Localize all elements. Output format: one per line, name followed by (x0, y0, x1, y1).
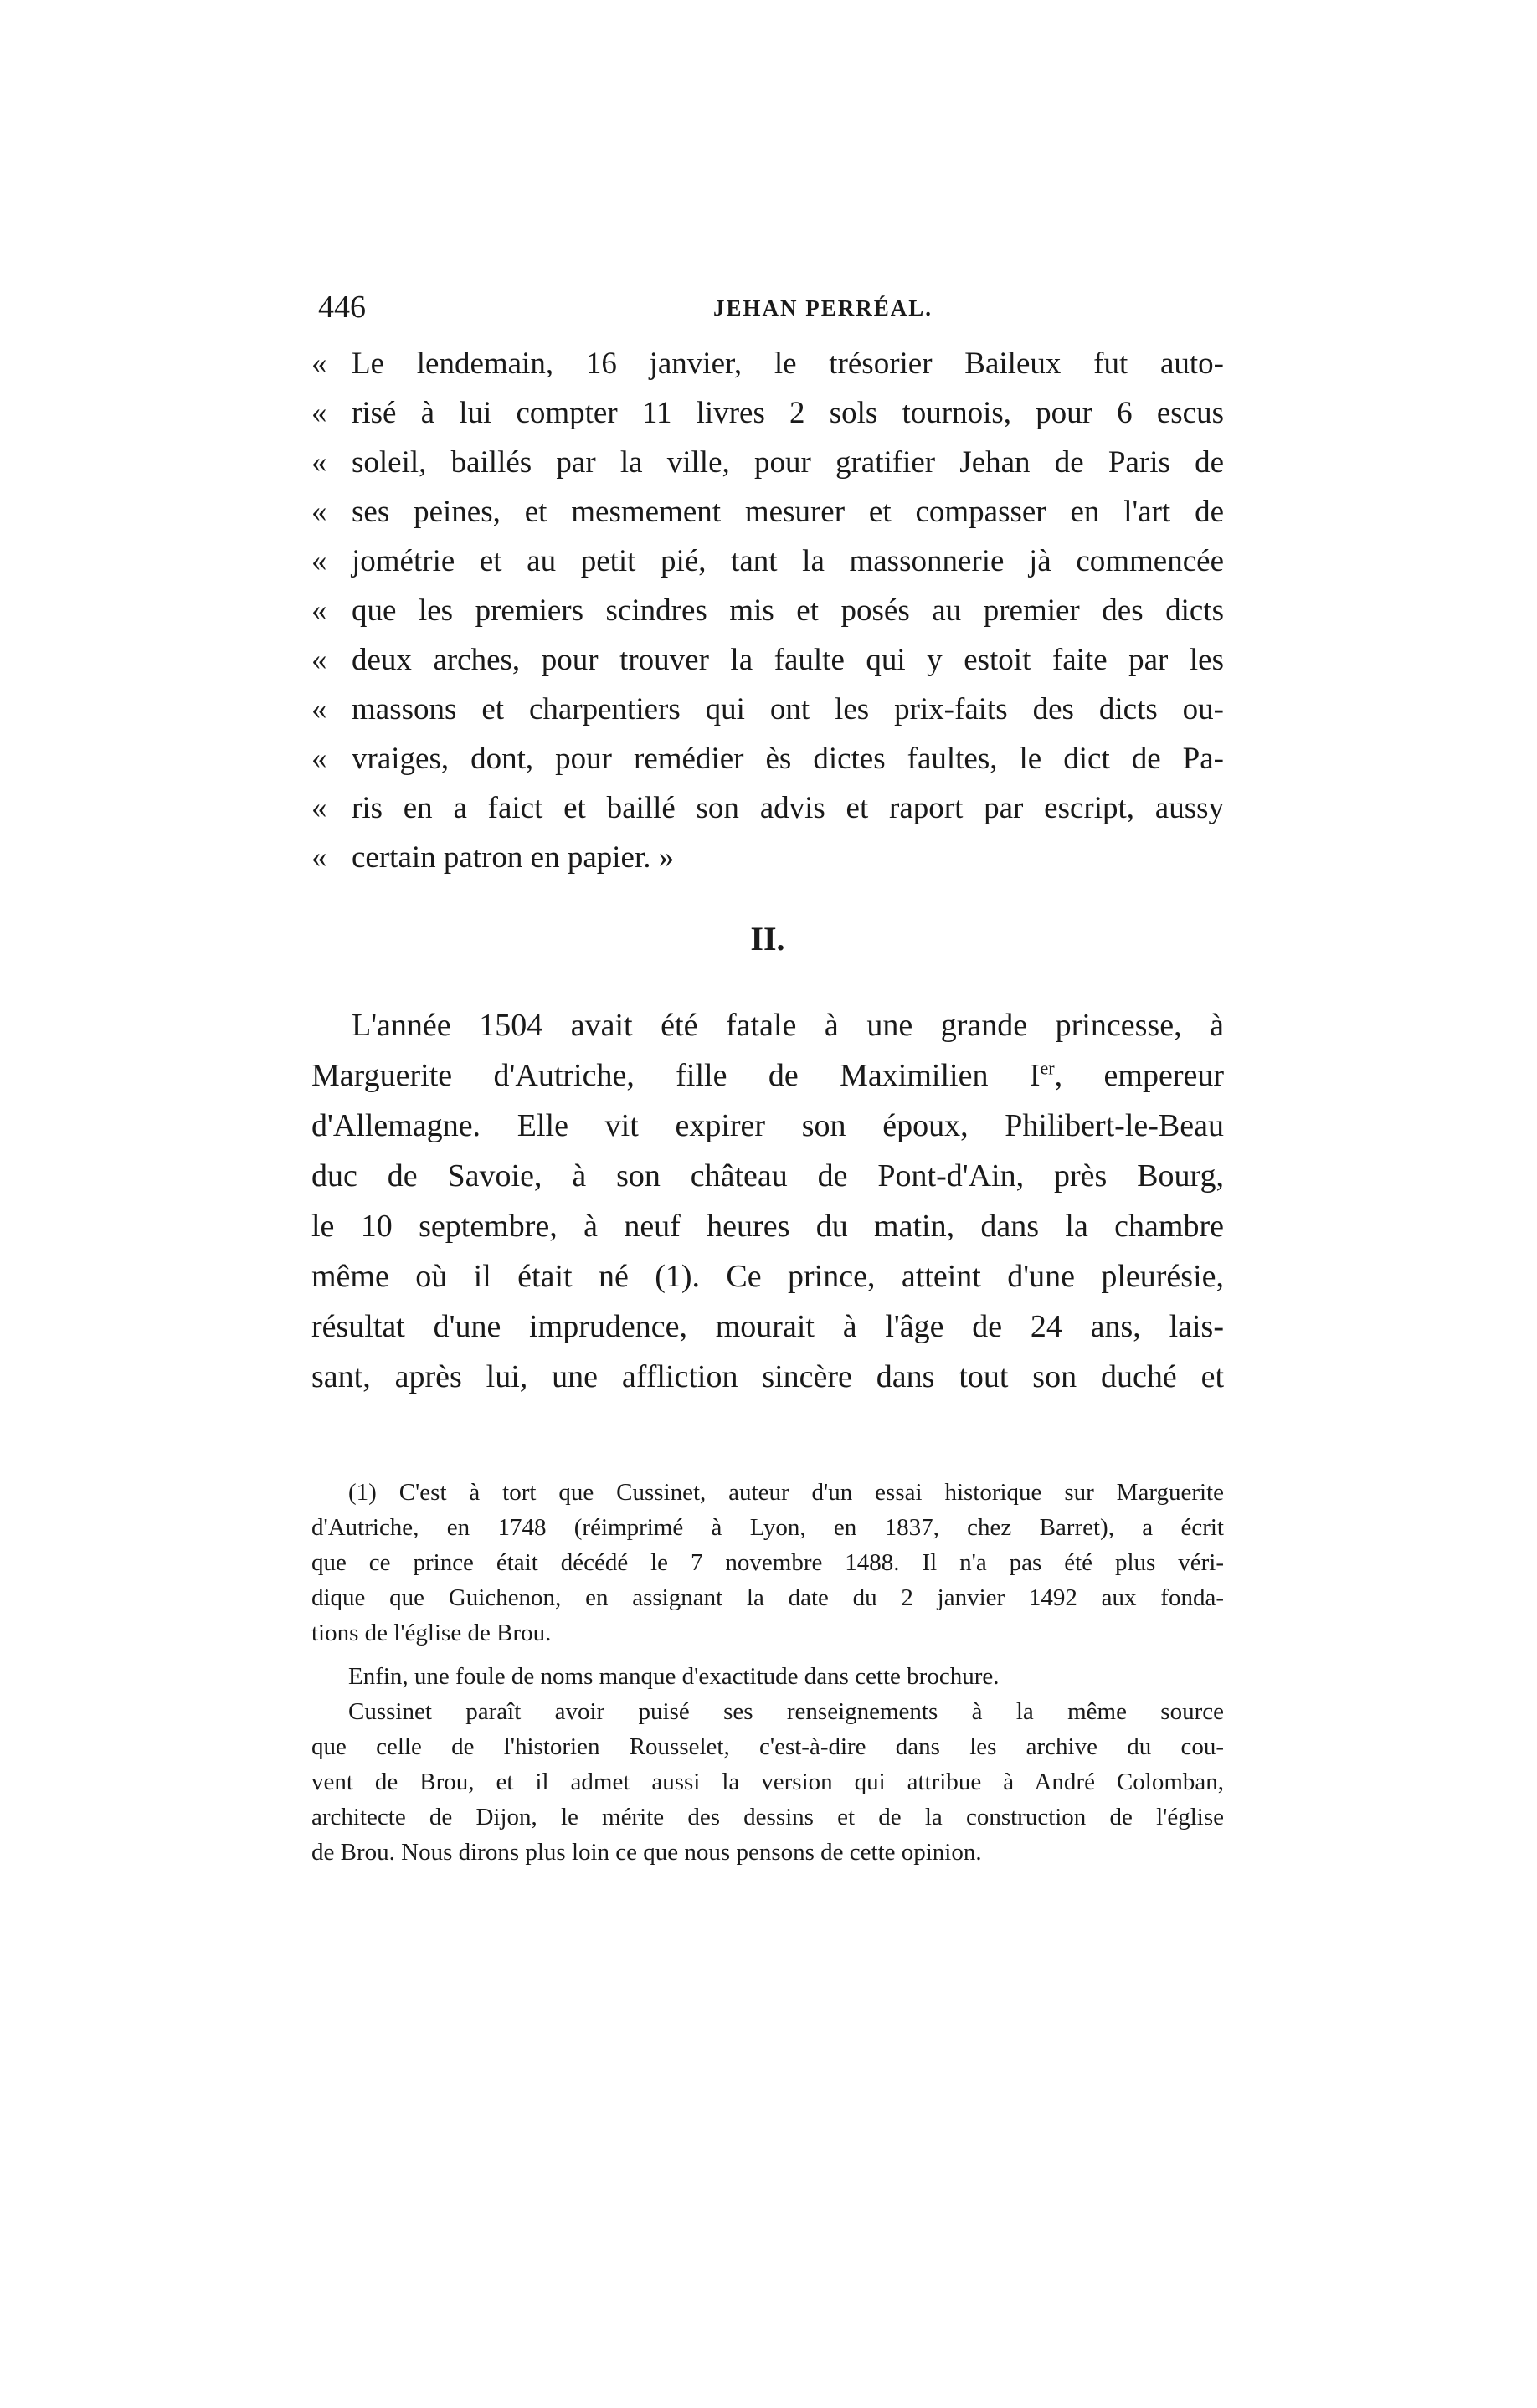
quote-line: « vraiges, dont, pour remédier ès dictes faultes, le dict de Pa- (311, 742, 1224, 776)
footnote-line: (1) C'est à tort que Cussinet, auteur d'un essai historique sur Marguerite (348, 1479, 1224, 1506)
footnotes (311, 1475, 1224, 1870)
section-heading: II. (750, 920, 785, 958)
footnote-line: que ce prince était décédé le 7 novembre 1488. Il n'a pas été plus véri- (311, 1549, 1224, 1576)
body-line: le 10 septembre, à neuf heures du matin, dans la chambre (311, 1209, 1224, 1244)
body-paragraph (311, 1000, 1224, 1402)
running-title: JEHAN PERRÉAL. (713, 295, 933, 321)
footnote-line: dique que Guichenon, en assignant la date du 2 janvier 1492 aux fonda- (311, 1584, 1224, 1611)
quote-line: « deux arches, pour trouver la faulte qui y estoit faite par les (311, 643, 1224, 677)
footnote-line: que celle de l'historien Rousselet, c'est-à-dire dans les archive du cou- (311, 1733, 1224, 1760)
footnote-line: Enfin, une foule de noms manque d'exactitude dans cette brochure. (348, 1663, 1000, 1690)
page-header (311, 289, 1220, 331)
page-number: 446 (318, 290, 366, 325)
quote-line: « ris en a faict et baillé son advis et raport par escript, aussy (311, 791, 1224, 825)
quote-line: « massons et charpentiers qui ont les prix-faits des dicts ou- (311, 692, 1224, 727)
superscript: er (1040, 1057, 1055, 1079)
quoted-passage (311, 339, 1224, 882)
footnote-line: tions de l'église de Brou. (311, 1620, 552, 1646)
footnote-line: de Brou. Nous dirons plus loin ce que nous pensons de cette opinion. (311, 1839, 982, 1866)
body-line: résultat d'une imprudence, mourait à l'âge de 24 ans, lais- (311, 1309, 1224, 1344)
quote-line: « jométrie et au petit pié, tant la massonnerie jà commencée (311, 544, 1224, 578)
body-line: Marguerite d'Autriche, fille de Maximilien Ier, empereur (311, 1057, 1225, 1093)
quote-line: « soleil, baillés par la ville, pour gratifier Jehan de Paris de (311, 445, 1224, 480)
footnote-line: architecte de Dijon, le mérite des dessins et de la construction de l'église (311, 1804, 1224, 1830)
quote-line: « certain patron en papier. » (311, 840, 675, 875)
footnote-line: vent de Brou, et il admet aussi la version qui attribue à André Colomban, (311, 1769, 1224, 1795)
body-line: duc de Savoie, à son château de Pont-d'Ain, près Bourg, (311, 1158, 1224, 1194)
body-line: L'année 1504 avait été fatale à une grande princesse, à (352, 1008, 1224, 1043)
quote-line: « Le lendemain, 16 janvier, le trésorier Baileux fut auto- (311, 347, 1224, 381)
body-line: sant, après lui, une affliction sincère dans tout son duché et (311, 1359, 1224, 1394)
body-line: même où il était né (1). Ce prince, atteint d'une pleurésie, (311, 1259, 1224, 1294)
body-line: d'Allemagne. Elle vit expirer son époux, Philibert-le-Beau (311, 1108, 1224, 1143)
footnote-line: d'Autriche, en 1748 (réimprimé à Lyon, en 1837, chez Barret), a écrit (311, 1514, 1224, 1541)
quote-line: « risé à lui compter 11 livres 2 sols tournois, pour 6 escus (311, 396, 1224, 430)
quote-line: « ses peines, et mesmement mesurer et compasser en l'art de (311, 495, 1224, 529)
footnote-line: Cussinet paraît avoir puisé ses renseignements à la même source (348, 1698, 1224, 1725)
quote-line: « que les premiers scindres mis et posés au premier des dicts (311, 593, 1224, 628)
